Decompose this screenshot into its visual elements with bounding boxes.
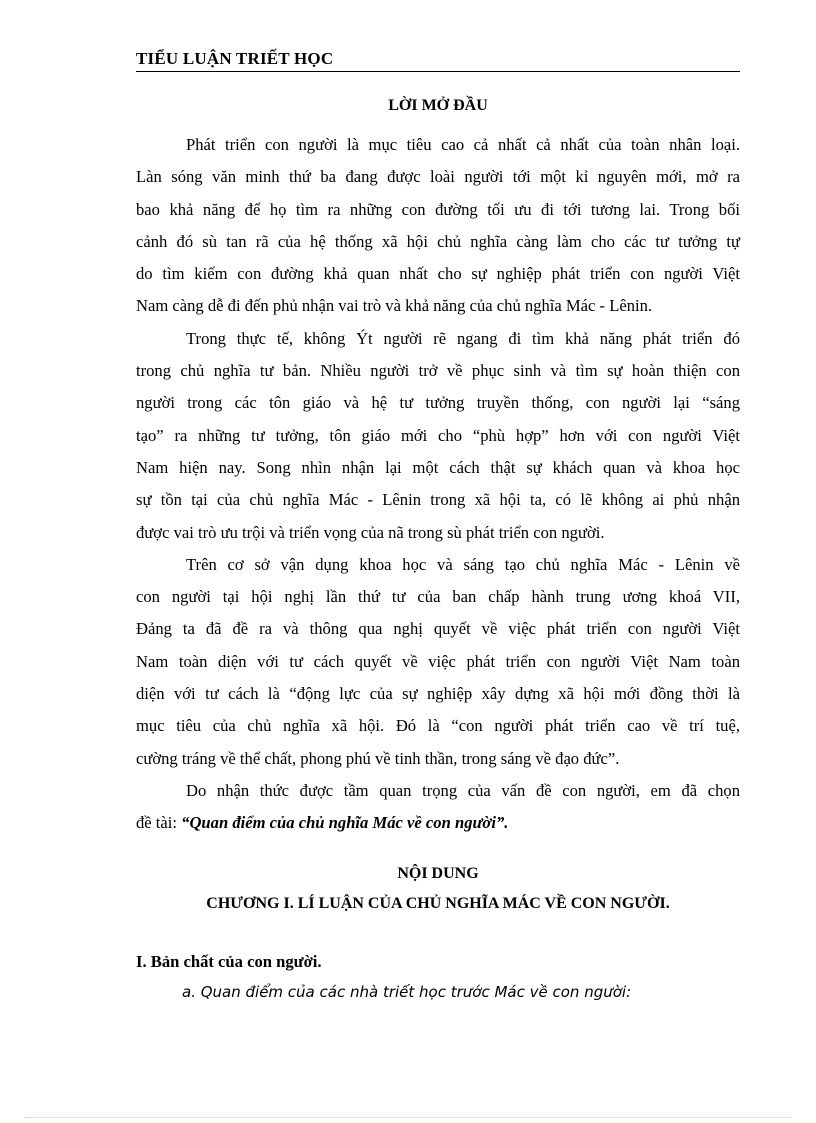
text-line: Phát triển con người là mục tiêu cao cả nhất cả nhất của toàn nhân loại. <box>186 135 740 154</box>
text-line: Do nhận thức được tầm quan trọng của vấn đề con người, em đã chọn <box>186 780 740 800</box>
text-line: do tìm kiếm con đường khả quan nhất cho sự nghiệp phát triển con người Việt <box>136 264 740 284</box>
intro-title: LỜI MỞ ĐẦU <box>388 97 488 114</box>
text-line: Trong thực tế, không Ýt người rẽ ngang đi tìm khả năng phát triển đó <box>186 328 740 348</box>
text-line: Nam hiện nay. Song nhìn nhận lại một cách thật sự khách quan và khoa học <box>136 457 740 477</box>
text-line: Đảng ta đã đề ra và thông qua nghị quyết về việc phát triển con người Việt <box>136 619 740 639</box>
text-line: Làn sóng văn minh thứ ba đang được loài người tới một kỉ nguyên mới, mở ra <box>136 167 740 187</box>
text-line: tạo” ra những tư tưởng, tôn giáo mới cho “phù hợp” hơn với con người Việt <box>136 425 740 445</box>
text-line: được vai trò ưu trội và triển vọng của nã trong sù phát triển con người. <box>136 522 605 542</box>
paragraph-1 <box>136 129 740 323</box>
paragraph-3 <box>136 549 740 775</box>
text-line: con người tại hội nghị lần thứ tư của ban chấp hành trung ương khoá VII, <box>136 587 740 607</box>
text-line: mục tiêu của chủ nghĩa xã hội. Đó là “con người phát triển cao về trí tuệ, <box>136 716 740 736</box>
text-line: sự tồn tại của chủ nghĩa Mác - Lênin trong xã hội ta, có lẽ không ai phủ nhận <box>136 490 740 510</box>
chapter-title: CHƯƠNG I. LÍ LUẬN CỦA CHỦ NGHĨA MÁC VỀ CON NGƯỜI. <box>206 894 670 912</box>
page-body <box>136 95 740 1007</box>
text-line <box>136 807 740 839</box>
paragraph-2 <box>136 323 740 549</box>
paragraph-4 <box>136 775 740 840</box>
text-line: cảnh đó sù tan rã của hệ thống xã hội chủ nghĩa càng làm cho các tư tưởng tự <box>136 231 740 251</box>
text-line: Nam toàn diện với tư cách quyết về việc phát triển con người Việt Nam toàn <box>136 651 740 671</box>
text-line: bao khả năng để họ tìm ra những con đường tối ưu đi tới tương lai. Trong bối <box>136 199 740 219</box>
text-line: diện với tư cách là “động lực của sự nghiệp xây dựng xã hội mới đồng thời là <box>136 684 740 704</box>
document-header: TIỂU LUẬN TRIẾT HỌC <box>136 48 740 72</box>
text-line: trong chủ nghĩa tư bản. Nhiều người trở về phục sinh và tìm sự hoàn thiện con <box>136 361 740 381</box>
page-bottom-divider <box>24 1117 792 1118</box>
text-line: Nam càng dễ đi đến phủ nhận vai trò và khả năng của chủ nghĩa Mác - Lênin. <box>136 296 653 316</box>
text-line: người trong các tôn giáo và hệ tư tưởng truyền thống, con người lại “sáng <box>136 393 740 413</box>
section-heading: I. Bản chất của con người. <box>136 951 322 971</box>
topic-title: “Quan điểm của chủ nghĩa Mác về con người”. <box>181 813 509 833</box>
text-line: cường tráng về thể chất, phong phú về tinh thần, trong sáng về đạo đức”. <box>136 748 620 768</box>
topic-prefix: đề tài: <box>136 813 182 833</box>
text-line: Trên cơ sở vận dụng khoa học và sáng tạo chủ nghĩa Mác - Lênin về <box>186 554 740 574</box>
content-title: NỘI DUNG <box>397 864 479 882</box>
subsection-heading: a. Quan điểm của các nhà triết học trước Mác về con người: <box>182 982 632 1001</box>
